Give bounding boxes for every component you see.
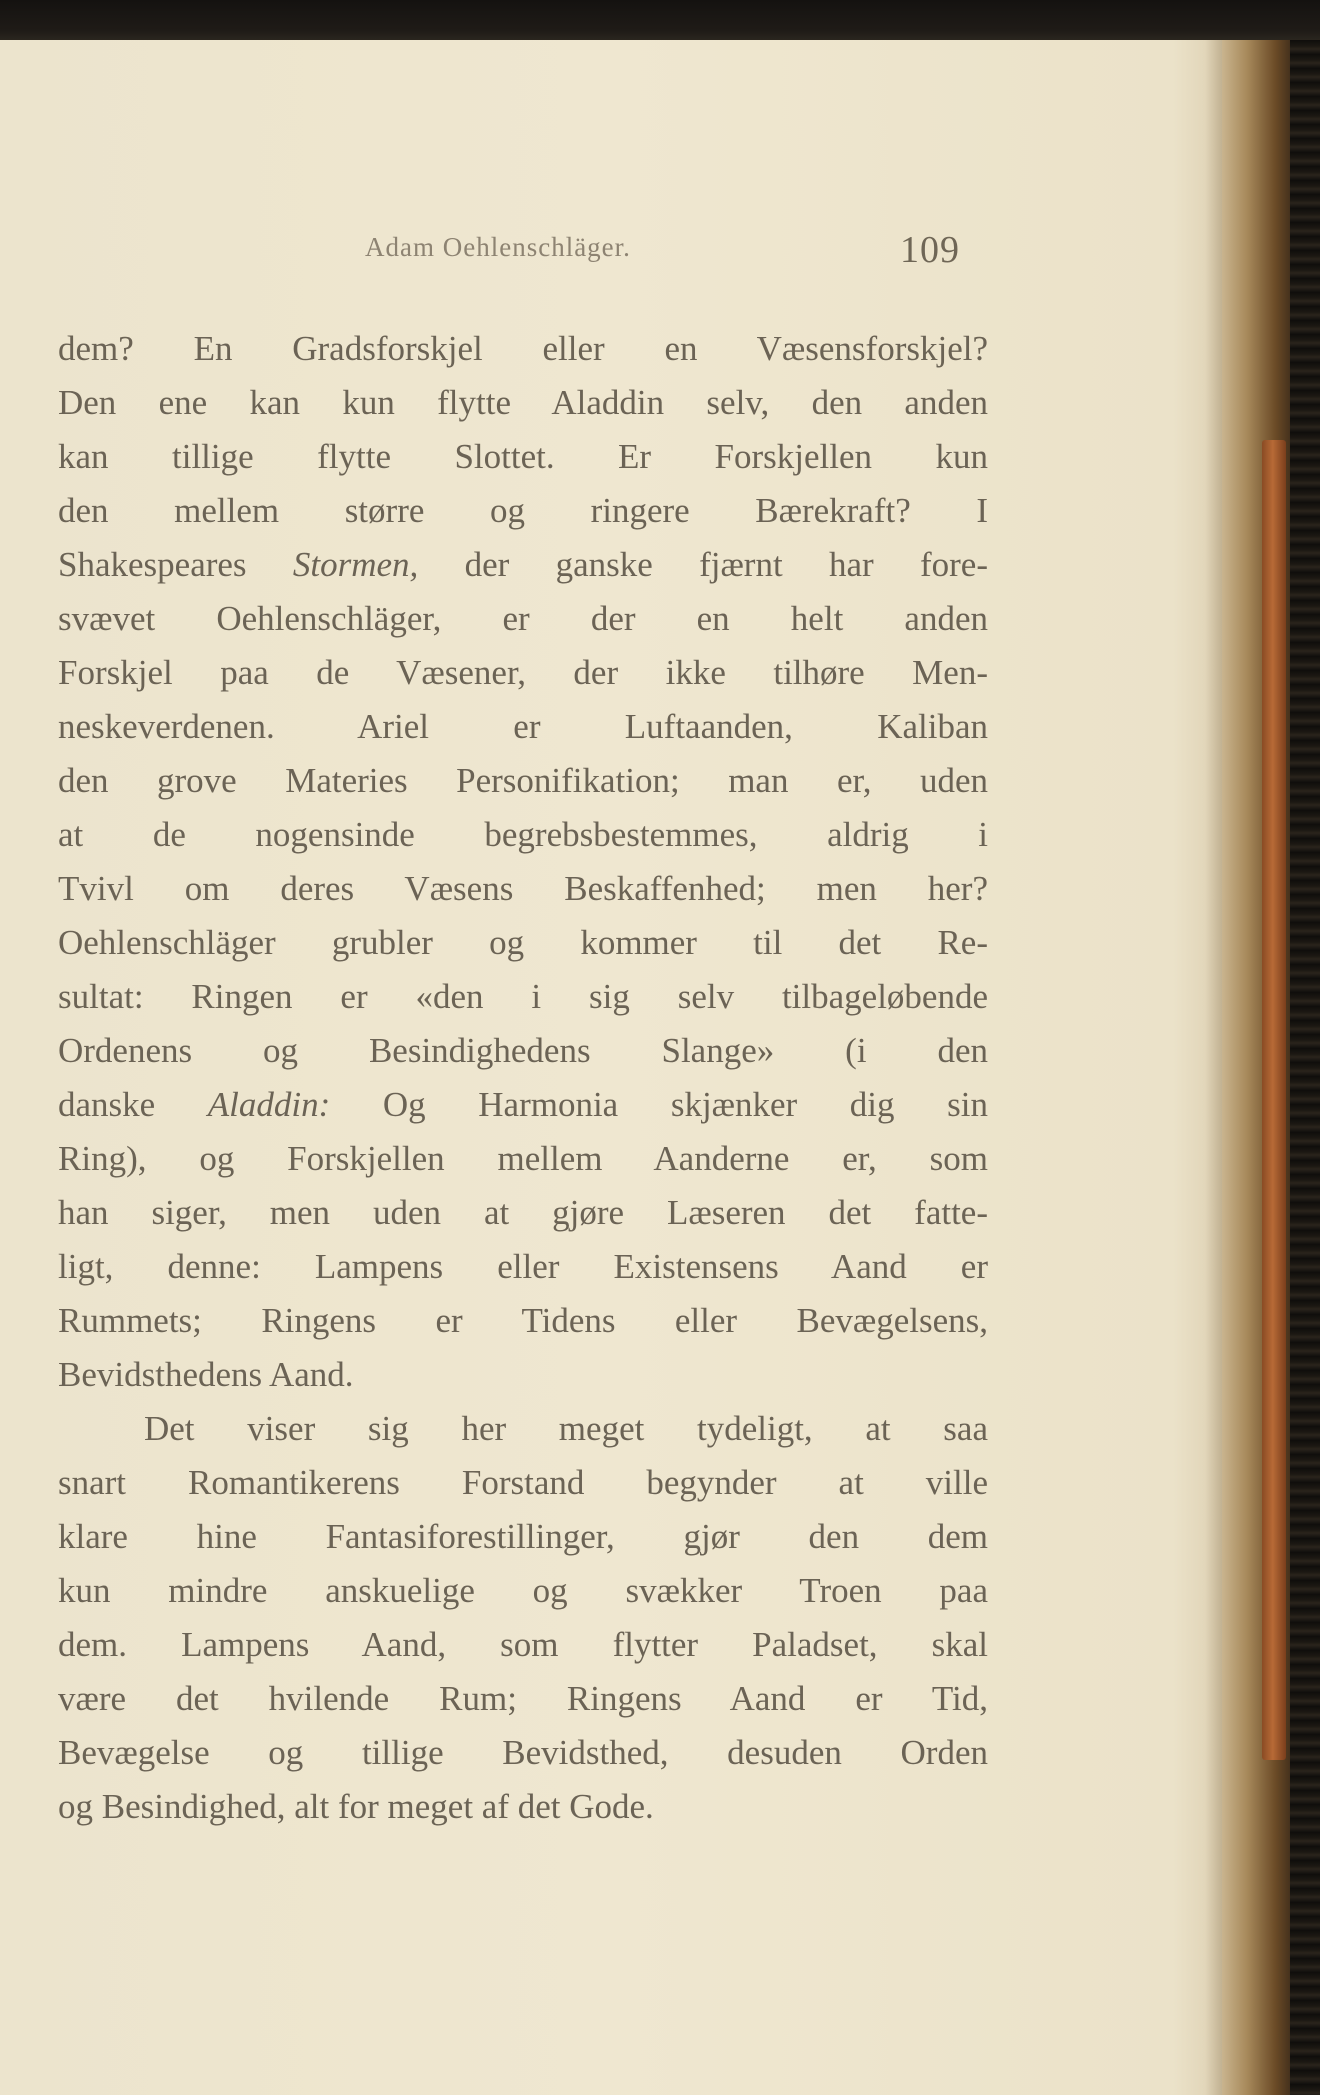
- text-line: [58, 1186, 988, 1240]
- text-line: [58, 1078, 988, 1132]
- text-segment: der ganske fjærnt har fore-: [418, 545, 988, 584]
- page-number: 109: [900, 229, 960, 271]
- text-line: [58, 916, 988, 970]
- text-segment: ligt, denne: Lampens eller Existensens Aand er: [58, 1247, 988, 1286]
- text-line: [58, 646, 988, 700]
- text-line: [58, 430, 988, 484]
- text-line: [58, 376, 988, 430]
- text-line: [58, 592, 988, 646]
- text-segment: Den ene kan kun flytte Aladdin selv, den anden: [58, 383, 988, 422]
- spine-leather-strip: [1262, 440, 1286, 1760]
- text-segment: Ordenens og Besindighedens Slange» (i den: [58, 1031, 988, 1070]
- text-line: [58, 1456, 988, 1510]
- text-segment: Shakespeares: [58, 545, 293, 584]
- text-segment: den grove Materies Personifikation; man er, uden: [58, 761, 988, 800]
- text-segment: svævet Oehlenschläger, er der en helt anden: [58, 599, 988, 638]
- text-line: [58, 1726, 988, 1780]
- text-line: [58, 1132, 988, 1186]
- text-line: [58, 484, 988, 538]
- text-segment: neskeverdenen. Ariel er Luftaanden, Kaliban: [58, 707, 988, 746]
- text-line: [58, 1618, 988, 1672]
- text-line: [58, 970, 988, 1024]
- text-segment: dem? En Gradsforskjel eller en Væsensforskjel?: [58, 329, 988, 368]
- text-line: [58, 1240, 988, 1294]
- text-line: [58, 1024, 988, 1078]
- text-segment: og Besindighed, alt for meget af det Gode.: [58, 1787, 654, 1826]
- text-segment: Tvivl om deres Væsens Beskaffenhed; men her?: [58, 869, 988, 908]
- text-segment: Bevægelse og tillige Bevidsthed, desuden Orden: [58, 1733, 988, 1772]
- text-segment: Rummets; Ringens er Tidens eller Bevægelsens,: [58, 1301, 988, 1340]
- text-segment: den mellem større og ringere Bærekraft? I: [58, 491, 988, 530]
- body-text: [58, 322, 988, 1834]
- text-segment: Ring), og Forskjellen mellem Aanderne er, som: [58, 1139, 988, 1178]
- text-segment: dem. Lampens Aand, som flytter Paladset, skal: [58, 1625, 988, 1664]
- text-line: [58, 1402, 988, 1456]
- text-segment: Bevidsthedens Aand.: [58, 1355, 354, 1394]
- text-line: [58, 754, 988, 808]
- text-line: [58, 538, 988, 592]
- text-segment: Oehlenschläger grubler og kommer til det Re-: [58, 923, 988, 962]
- text-segment: Forskjel paa de Væsener, der ikke tilhøre Men-: [58, 653, 988, 692]
- text-line: [58, 1294, 988, 1348]
- text-segment: snart Romantikerens Forstand begynder at ville: [58, 1463, 988, 1502]
- text-line: [58, 322, 988, 376]
- text-segment: klare hine Fantasiforestillinger, gjør den dem: [58, 1517, 988, 1556]
- text-segment: danske: [58, 1085, 208, 1124]
- italic-title: Stormen,: [292, 545, 419, 584]
- running-title: Adam Oehlenschläger.: [365, 232, 631, 262]
- text-segment: sultat: Ringen er «den i sig selv tilbageløbende: [58, 977, 988, 1016]
- text-line: [58, 1564, 988, 1618]
- photo-top-edge: [0, 0, 1320, 44]
- text-line: [58, 1510, 988, 1564]
- text-segment: Det viser sig her meget tydeligt, at saa: [144, 1409, 988, 1448]
- text-line: [58, 1672, 988, 1726]
- text-segment: Og Harmonia skjænker dig sin: [330, 1085, 988, 1124]
- text-segment: kun mindre anskuelige og svækker Troen paa: [58, 1571, 988, 1610]
- text-line: [58, 1348, 988, 1402]
- text-line: [58, 862, 988, 916]
- text-segment: kan tillige flytte Slottet. Er Forskjellen kun: [58, 437, 988, 476]
- italic-title: Aladdin:: [207, 1085, 331, 1124]
- text-line: [58, 1780, 988, 1834]
- text-segment: at de nogensinde begrebsbestemmes, aldrig i: [58, 815, 988, 854]
- book-edge: [1290, 40, 1320, 2095]
- text-line: [58, 808, 988, 862]
- running-head: [0, 228, 1222, 288]
- text-line: [58, 700, 988, 754]
- text-segment: være det hvilende Rum; Ringens Aand er Tid,: [58, 1679, 988, 1718]
- text-segment: han siger, men uden at gjøre Læseren det fatte-: [58, 1193, 988, 1232]
